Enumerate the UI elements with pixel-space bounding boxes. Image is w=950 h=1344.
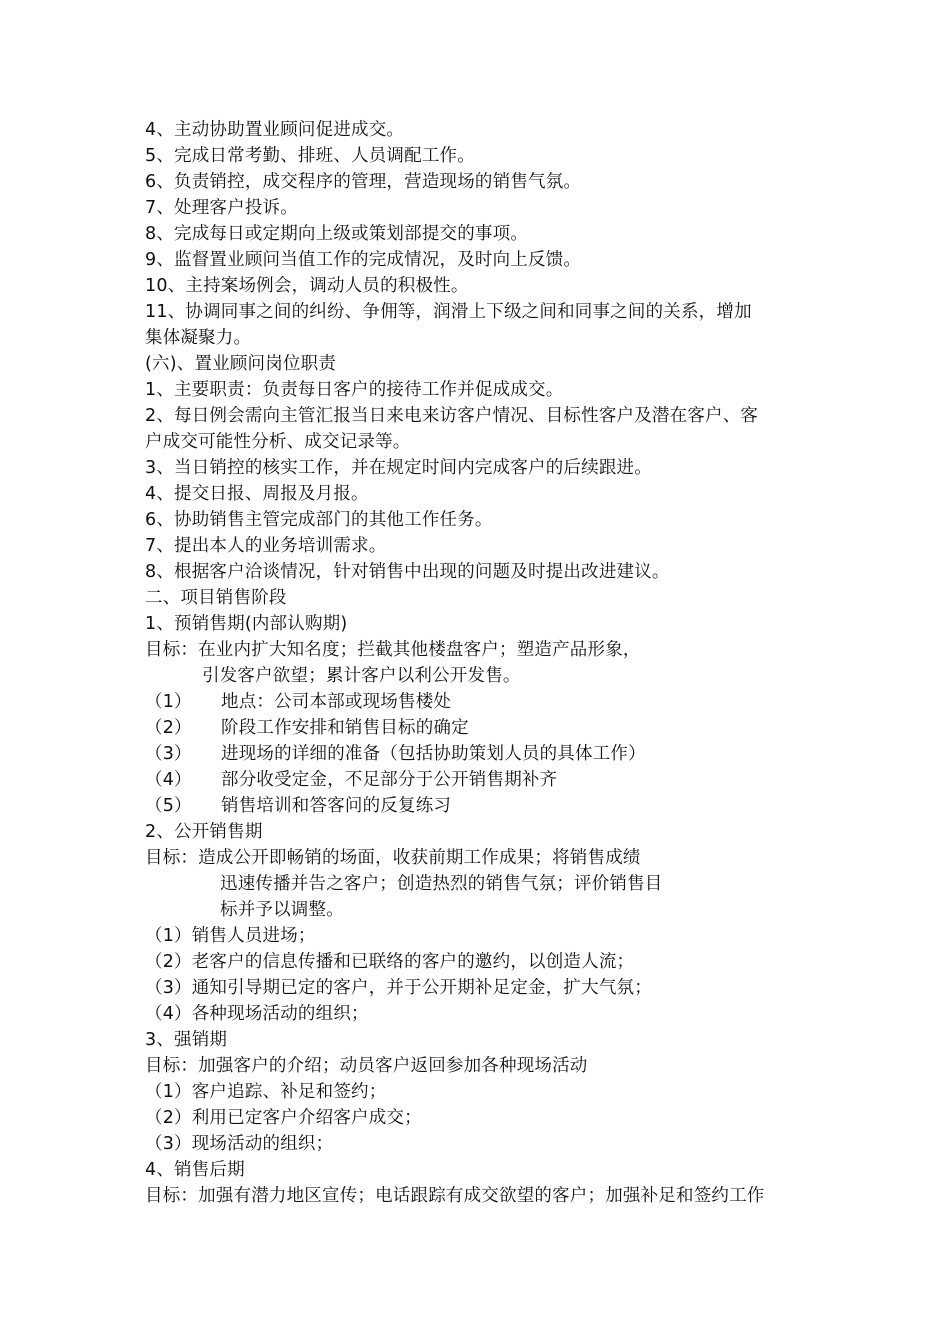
list-text: 销售培训和答客问的反复练习: [221, 796, 452, 816]
text-line: 2、每日例会需向主管汇报当日来电来访客户情况、目标性客户及潜在客户、客: [145, 406, 759, 426]
text-line: 4、提交日报、周报及月报。: [145, 484, 369, 504]
text-line: （4）各种现场活动的组织；: [145, 1004, 369, 1024]
list-text: 地点：公司本部或现场售楼处: [221, 692, 452, 712]
text-line: 6、协助销售主管完成部门的其他工作任务。: [145, 510, 493, 530]
list-number: （5）: [145, 796, 192, 816]
list-item: [145, 793, 845, 819]
goal-line: 目标：造成公开即畅销的场面，收获前期工作成果；将销售成绩: [145, 848, 641, 868]
text-line: 7、提出本人的业务培训需求。: [145, 536, 387, 556]
text-line: （3）现场活动的组织；: [145, 1134, 334, 1154]
list-item: [145, 741, 845, 767]
text-line: 1、主要职责：负责每日客户的接待工作并促成成交。: [145, 380, 564, 400]
text-line: 11、协调同事之间的纠纷、争佣等，润滑上下级之间和同事之间的关系，增加: [145, 302, 752, 322]
list-number: （3）: [145, 744, 192, 764]
goal-line: 目标：加强有潜力地区宣传；电话跟踪有成交欲望的客户；加强补足和签约工作: [145, 1186, 765, 1206]
text-line: （2）利用已定客户介绍客户成交；: [145, 1108, 422, 1128]
section-heading: 二、项目销售阶段: [145, 588, 287, 608]
list-item: [145, 767, 845, 793]
goal-line: 目标：加强客户的介绍；动员客户返回参加各种现场活动: [145, 1056, 588, 1076]
list-text: 进现场的详细的准备（包括协助策划人员的具体工作）: [221, 744, 646, 764]
text-line: 户成交可能性分析、成交记录等。: [145, 432, 411, 452]
list-number: （2）: [145, 718, 192, 738]
subsection-heading: 1、预销售期(内部认购期): [145, 614, 348, 634]
text-line: 6、负责销控，成交程序的管理，营造现场的销售气氛。: [145, 172, 582, 192]
text-line: 集体凝聚力。: [145, 328, 252, 348]
subsection-heading: 3、强销期: [145, 1030, 228, 1050]
text-line: （1）销售人员进场；: [145, 926, 316, 946]
text-line: 9、监督置业顾问当值工作的完成情况，及时向上反馈。: [145, 250, 582, 270]
list-text: 阶段工作安排和销售目标的确定: [221, 718, 469, 738]
list-number: （1）: [145, 692, 192, 712]
text-line: 7、处理客户投诉。: [145, 198, 298, 218]
list-text: 部分收受定金，不足部分于公开销售期补齐: [221, 770, 558, 790]
goal-continuation: 迅速传播并告之客户；创造热烈的销售气氛；评价销售目: [220, 874, 663, 894]
document-body: [145, 117, 845, 1209]
list-item: [145, 689, 845, 715]
text-line: 5、完成日常考勤、排班、人员调配工作。: [145, 146, 475, 166]
text-line: （2）老客户的信息传播和已联络的客户的邀约，以创造人流；: [145, 952, 635, 972]
list-item: [145, 715, 845, 741]
subsection-heading: 4、销售后期: [145, 1160, 245, 1180]
goal-continuation: 引发客户欲望；累计客户以利公开发售。: [202, 666, 521, 686]
text-line: 8、根据客户洽谈情况，针对销售中出现的问题及时提出改进建议。: [145, 562, 670, 582]
text-line: 4、主动协助置业顾问促进成交。: [145, 120, 405, 140]
text-line: 3、当日销控的核实工作，并在规定时间内完成客户的后续跟进。: [145, 458, 652, 478]
text-line: 10、主持案场例会，调动人员的积极性。: [145, 276, 469, 296]
goal-continuation: 标并予以调整。: [220, 900, 344, 920]
text-line: （1）客户追踪、补足和签约；: [145, 1082, 387, 1102]
subsection-heading: 2、公开销售期: [145, 822, 263, 842]
goal-line: 目标：在业内扩大知名度；拦截其他楼盘客户；塑造产品形象，: [145, 640, 641, 660]
list-number: （4）: [145, 770, 192, 790]
section-heading: (六)、置业顾问岗位职责: [145, 354, 337, 374]
text-line: 8、完成每日或定期向上级或策划部提交的事项。: [145, 224, 529, 244]
text-line: （3）通知引导期已定的客户，并于公开期补足定金，扩大气氛；: [145, 978, 652, 998]
